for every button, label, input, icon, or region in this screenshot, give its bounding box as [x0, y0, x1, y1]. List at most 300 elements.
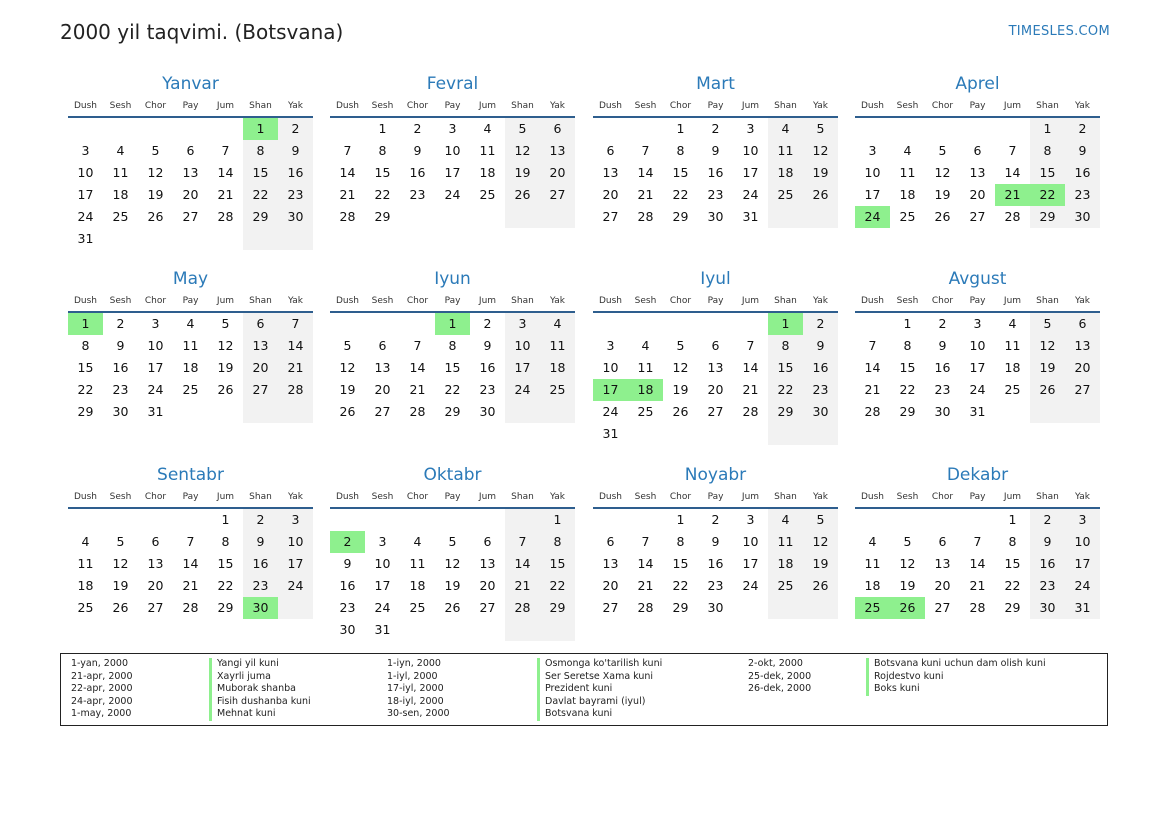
day-cell: 6 [186, 143, 195, 158]
day-cell: 2 [243, 509, 278, 531]
day-cell: 31 [969, 404, 986, 419]
day-cell: 12 [505, 140, 540, 162]
day-cell: 16 [479, 360, 496, 375]
day-cell: 1 [540, 509, 575, 531]
day-cell: 18 [768, 162, 803, 184]
day-cell: 3 [278, 509, 313, 531]
day-cell: 12 [1030, 335, 1065, 357]
month-may [68, 270, 313, 423]
legend-names-2 [537, 658, 662, 721]
weekday-header: Pay [698, 487, 733, 509]
day-cell: 13 [147, 556, 164, 571]
day-cell: 7 [505, 531, 540, 553]
day-cell: 13 [479, 556, 496, 571]
day-cell: 3 [606, 338, 615, 353]
page-title: 2000 yil taqvimi. (Botsvana) [60, 20, 344, 44]
empty-cell [803, 423, 838, 445]
weekday-header: Dush [330, 487, 365, 509]
day-cell: 24 [969, 382, 986, 397]
month-grid [855, 486, 1100, 619]
day-cell: 11 [479, 143, 496, 158]
day-cell: 12 [147, 165, 164, 180]
day-cell: 9 [1065, 140, 1100, 162]
day-cell: 25 [409, 600, 426, 615]
empty-cell [173, 401, 208, 423]
day-cell: 5 [903, 534, 912, 549]
day-cell: 19 [339, 382, 356, 397]
day-cell: 7 [1008, 143, 1017, 158]
legend-names-1 [209, 658, 311, 721]
day-cell: 20 [602, 578, 619, 593]
day-cell: 22 [77, 382, 94, 397]
day-cell: 10 [77, 165, 94, 180]
day-cell: 18 [768, 553, 803, 575]
day-cell: 26 [934, 209, 951, 224]
day-cell: 10 [864, 165, 881, 180]
weekday-header: Jum [208, 487, 243, 509]
day-cell: 11 [112, 165, 129, 180]
weekday-header: Yak [1065, 487, 1100, 509]
day-cell: 27 [479, 600, 496, 615]
day-cell: 29 [77, 404, 94, 419]
day-cell: 14 [217, 165, 234, 180]
day-cell: 19 [899, 578, 916, 593]
day-cell: 27 [707, 404, 724, 419]
day-cell: 2 [483, 316, 492, 331]
day-cell: 16 [112, 360, 129, 375]
day-cell: 5 [938, 143, 947, 158]
day-cell: 28 [637, 209, 654, 224]
empty-cell [1030, 401, 1065, 423]
day-cell: 3 [505, 313, 540, 335]
weekday-header: Chor [400, 291, 435, 313]
day-cell: 10 [374, 556, 391, 571]
weekday-header: Shan [505, 487, 540, 509]
day-cell: 14 [742, 360, 759, 375]
day-cell: 3 [973, 316, 982, 331]
empty-cell [138, 509, 173, 531]
day-cell: 15 [672, 556, 689, 571]
weekday-header: Chor [400, 487, 435, 509]
weekday-header: Dush [593, 96, 628, 118]
legend-date: 2-okt, 2000 [748, 658, 803, 669]
day-cell: 23 [707, 187, 724, 202]
day-cell: 3 [151, 316, 160, 331]
weekday-header: Dush [68, 96, 103, 118]
day-cell: 19 [217, 360, 234, 375]
day-cell: 9 [483, 338, 492, 353]
weekday-header: Yak [803, 96, 838, 118]
empty-cell [208, 228, 243, 250]
empty-cell [593, 509, 628, 531]
day-cell: 29 [899, 404, 916, 419]
day-cell: 26 [803, 184, 838, 206]
holiday-day-cell: 24 [855, 206, 890, 228]
day-cell: 24 [374, 600, 391, 615]
day-cell: 11 [540, 335, 575, 357]
month-title: Sentabr [157, 465, 224, 485]
day-cell: 24 [444, 187, 461, 202]
day-cell: 17 [374, 578, 391, 593]
empty-cell [733, 313, 768, 335]
empty-cell [960, 509, 995, 531]
holiday-day-cell: 1 [243, 118, 278, 140]
day-cell: 16 [278, 162, 313, 184]
weekday-header: Sesh [365, 291, 400, 313]
day-cell: 3 [746, 121, 755, 136]
month-title: Mart [696, 74, 735, 94]
weekday-header: Jum [208, 291, 243, 313]
day-cell: 22 [1004, 578, 1021, 593]
weekday-header: Chor [925, 96, 960, 118]
empty-cell [960, 118, 995, 140]
day-cell: 20 [147, 578, 164, 593]
day-cell: 17 [77, 187, 94, 202]
legend-dates-3 [748, 658, 811, 696]
day-cell: 21 [864, 382, 881, 397]
day-cell: 18 [182, 360, 199, 375]
day-cell: 27 [182, 209, 199, 224]
day-cell: 2 [116, 316, 125, 331]
holiday-day-cell: 25 [855, 597, 890, 619]
empty-cell [768, 206, 803, 228]
day-cell: 24 [278, 575, 313, 597]
day-cell: 4 [641, 338, 650, 353]
day-cell: 1 [378, 121, 387, 136]
day-cell: 22 [672, 187, 689, 202]
day-cell: 14 [505, 553, 540, 575]
day-cell: 28 [1004, 209, 1021, 224]
empty-cell [173, 509, 208, 531]
empty-cell [505, 509, 540, 531]
holiday-day-cell: 1 [68, 313, 103, 335]
day-cell: 27 [374, 404, 391, 419]
empty-cell [628, 509, 663, 531]
weekday-header: Yak [278, 96, 313, 118]
weekday-header: Sesh [103, 291, 138, 313]
day-cell: 12 [803, 531, 838, 553]
day-cell: 16 [409, 165, 426, 180]
day-cell: 5 [221, 316, 230, 331]
weekday-header: Chor [400, 96, 435, 118]
day-cell: 20 [374, 382, 391, 397]
weekday-header: Sesh [628, 291, 663, 313]
day-cell: 20 [243, 357, 278, 379]
month-grid [330, 95, 575, 228]
holiday-day-cell: 2 [330, 531, 365, 553]
day-cell: 2 [711, 121, 720, 136]
day-cell: 22 [243, 184, 278, 206]
empty-cell [855, 118, 890, 140]
day-cell: 6 [973, 143, 982, 158]
day-cell: 22 [540, 575, 575, 597]
weekday-header: Yak [540, 96, 575, 118]
day-cell: 25 [77, 600, 94, 615]
day-cell: 12 [899, 556, 916, 571]
empty-cell [628, 313, 663, 335]
empty-cell [663, 423, 698, 445]
day-cell: 30 [707, 209, 724, 224]
empty-cell [540, 401, 575, 423]
empty-cell [330, 313, 365, 335]
weekday-header: Sesh [103, 96, 138, 118]
day-cell: 12 [444, 556, 461, 571]
day-cell: 30 [803, 401, 838, 423]
day-cell: 26 [147, 209, 164, 224]
day-cell: 28 [182, 600, 199, 615]
day-cell: 5 [151, 143, 160, 158]
day-cell: 24 [742, 187, 759, 202]
empty-cell [470, 619, 505, 641]
day-cell: 18 [540, 357, 575, 379]
day-cell: 5 [505, 118, 540, 140]
month-iyul [593, 270, 838, 445]
day-cell: 4 [868, 534, 877, 549]
day-cell: 10 [505, 335, 540, 357]
weekday-header: Jum [733, 291, 768, 313]
day-cell: 1 [221, 512, 230, 527]
day-cell: 31 [602, 426, 619, 441]
day-cell: 16 [707, 556, 724, 571]
holiday-day-cell: 18 [628, 379, 663, 401]
weekday-header: Yak [278, 291, 313, 313]
weekday-header: Sesh [628, 487, 663, 509]
day-cell: 1 [676, 512, 685, 527]
weekday-header: Dush [593, 291, 628, 313]
legend-date: 18-iyl, 2000 [387, 695, 444, 707]
day-cell: 20 [540, 162, 575, 184]
day-cell: 26 [339, 404, 356, 419]
day-cell: 22 [374, 187, 391, 202]
day-cell: 28 [969, 600, 986, 615]
day-cell: 23 [1030, 575, 1065, 597]
day-cell: 26 [672, 404, 689, 419]
weekday-header: Dush [330, 96, 365, 118]
weekday-header: Yak [278, 487, 313, 509]
day-cell: 10 [1065, 531, 1100, 553]
day-cell: 15 [217, 556, 234, 571]
empty-cell [698, 423, 733, 445]
day-cell: 5 [803, 118, 838, 140]
day-cell: 6 [938, 534, 947, 549]
day-cell: 3 [1065, 509, 1100, 531]
day-cell: 7 [868, 338, 877, 353]
weekday-header: Yak [1065, 291, 1100, 313]
day-cell: 11 [1004, 338, 1021, 353]
day-cell: 15 [1004, 556, 1021, 571]
day-cell: 14 [409, 360, 426, 375]
weekday-header: Sesh [890, 291, 925, 313]
day-cell: 9 [711, 143, 720, 158]
holiday-day-cell: 30 [243, 597, 278, 619]
day-cell: 29 [217, 600, 234, 615]
day-cell: 16 [1030, 553, 1065, 575]
month-title: Dekabr [946, 465, 1009, 485]
day-cell: 20 [602, 187, 619, 202]
empty-cell [890, 118, 925, 140]
day-cell: 24 [1065, 575, 1100, 597]
day-cell: 13 [969, 165, 986, 180]
day-cell: 20 [182, 187, 199, 202]
empty-cell [470, 509, 505, 531]
day-cell: 29 [1030, 206, 1065, 228]
empty-cell [628, 118, 663, 140]
day-cell: 29 [243, 206, 278, 228]
weekday-header: Pay [173, 291, 208, 313]
holiday-day-cell: 22 [1030, 184, 1065, 206]
weekday-header: Sesh [890, 487, 925, 509]
day-cell: 10 [278, 531, 313, 553]
day-cell: 21 [339, 187, 356, 202]
day-cell: 10 [147, 338, 164, 353]
day-cell: 4 [186, 316, 195, 331]
day-cell: 15 [768, 357, 803, 379]
day-cell: 9 [711, 534, 720, 549]
legend-date: 17-iyl, 2000 [387, 683, 444, 695]
weekday-header: Jum [733, 487, 768, 509]
month-dekabr [855, 466, 1100, 619]
month-title: Oktabr [423, 465, 482, 485]
weekday-header: Dush [855, 96, 890, 118]
legend-holiday-name: Xayrli juma [209, 671, 311, 684]
day-cell: 12 [112, 556, 129, 571]
weekday-header: Jum [208, 96, 243, 118]
day-cell: 28 [637, 600, 654, 615]
day-cell: 17 [742, 556, 759, 571]
day-cell: 15 [672, 165, 689, 180]
day-cell: 30 [707, 600, 724, 615]
day-cell: 23 [112, 382, 129, 397]
weekday-header: Yak [803, 291, 838, 313]
legend-holiday-name: Botsvana kuni [537, 708, 662, 721]
legend-holiday-name: Boks kuni [866, 683, 1046, 696]
day-cell: 8 [676, 534, 685, 549]
day-cell: 27 [147, 600, 164, 615]
month-grid [68, 486, 313, 619]
weekday-header: Pay [435, 96, 470, 118]
legend-date: 24-apr, 2000 [71, 695, 133, 707]
legend-holiday-name: Prezident kuni [537, 683, 662, 696]
day-cell: 16 [1065, 162, 1100, 184]
day-cell: 30 [339, 622, 356, 637]
day-cell: 1 [903, 316, 912, 331]
day-cell: 24 [505, 379, 540, 401]
legend-holiday-name: Ser Seretse Xama kuni [537, 671, 662, 684]
day-cell: 8 [1030, 140, 1065, 162]
day-cell: 3 [378, 534, 387, 549]
empty-cell [540, 206, 575, 228]
holiday-legend [60, 653, 1108, 726]
site-link[interactable]: TIMESLES.COM [1008, 24, 1110, 39]
legend-holiday-name: Mehnat kuni [209, 708, 311, 721]
month-title: May [172, 269, 209, 289]
day-cell: 6 [151, 534, 160, 549]
day-cell: 19 [934, 187, 951, 202]
month-title: Aprel [955, 74, 1000, 94]
day-cell: 17 [147, 360, 164, 375]
day-cell: 30 [1065, 206, 1100, 228]
empty-cell [208, 118, 243, 140]
day-cell: 8 [1008, 534, 1017, 549]
weekday-header: Chor [138, 96, 173, 118]
day-cell: 10 [969, 338, 986, 353]
day-cell: 22 [899, 382, 916, 397]
empty-cell [1065, 401, 1100, 423]
day-cell: 27 [1065, 379, 1100, 401]
day-cell: 17 [505, 357, 540, 379]
empty-cell [68, 118, 103, 140]
day-cell: 23 [339, 600, 356, 615]
legend-date: 1-iyl, 2000 [387, 670, 438, 682]
weekday-header: Chor [925, 291, 960, 313]
day-cell: 25 [182, 382, 199, 397]
day-cell: 12 [803, 140, 838, 162]
day-cell: 20 [707, 382, 724, 397]
day-cell: 6 [606, 143, 615, 158]
weekday-header: Shan [1030, 291, 1065, 313]
month-grid [855, 290, 1100, 423]
day-cell: 14 [637, 556, 654, 571]
empty-cell [365, 509, 400, 531]
day-cell: 6 [606, 534, 615, 549]
day-cell: 5 [448, 534, 457, 549]
legend-dates-1 [71, 658, 133, 721]
day-cell: 25 [768, 575, 803, 597]
day-cell: 24 [147, 382, 164, 397]
day-cell: 1 [676, 121, 685, 136]
day-cell: 28 [339, 209, 356, 224]
weekday-header: Chor [138, 487, 173, 509]
day-cell: 28 [217, 209, 234, 224]
day-cell: 11 [182, 338, 199, 353]
day-cell: 25 [637, 404, 654, 419]
day-cell: 2 [803, 313, 838, 335]
day-cell: 17 [742, 165, 759, 180]
weekday-header: Yak [803, 487, 838, 509]
day-cell: 11 [637, 360, 654, 375]
empty-cell [768, 423, 803, 445]
day-cell: 9 [413, 143, 422, 158]
day-cell: 23 [707, 578, 724, 593]
weekday-header: Sesh [103, 487, 138, 509]
day-cell: 21 [409, 382, 426, 397]
day-cell: 2 [413, 121, 422, 136]
legend-date: 1-may, 2000 [71, 708, 132, 720]
day-cell: 29 [540, 597, 575, 619]
day-cell: 26 [444, 600, 461, 615]
day-cell: 27 [243, 379, 278, 401]
day-cell: 7 [221, 143, 230, 158]
empty-cell [435, 509, 470, 531]
day-cell: 2 [711, 512, 720, 527]
empty-cell [540, 619, 575, 641]
day-cell: 21 [505, 575, 540, 597]
month-aprel [855, 75, 1100, 228]
day-cell: 4 [483, 121, 492, 136]
day-cell: 1 [1008, 512, 1017, 527]
day-cell: 6 [243, 313, 278, 335]
day-cell: 7 [641, 143, 650, 158]
empty-cell [173, 118, 208, 140]
day-cell: 25 [899, 209, 916, 224]
weekday-header: Sesh [365, 487, 400, 509]
weekday-header: Shan [243, 487, 278, 509]
month-title: Noyabr [684, 465, 747, 485]
holiday-day-cell: 1 [768, 313, 803, 335]
day-cell: 21 [637, 187, 654, 202]
day-cell: 28 [278, 379, 313, 401]
weekday-header: Jum [470, 96, 505, 118]
